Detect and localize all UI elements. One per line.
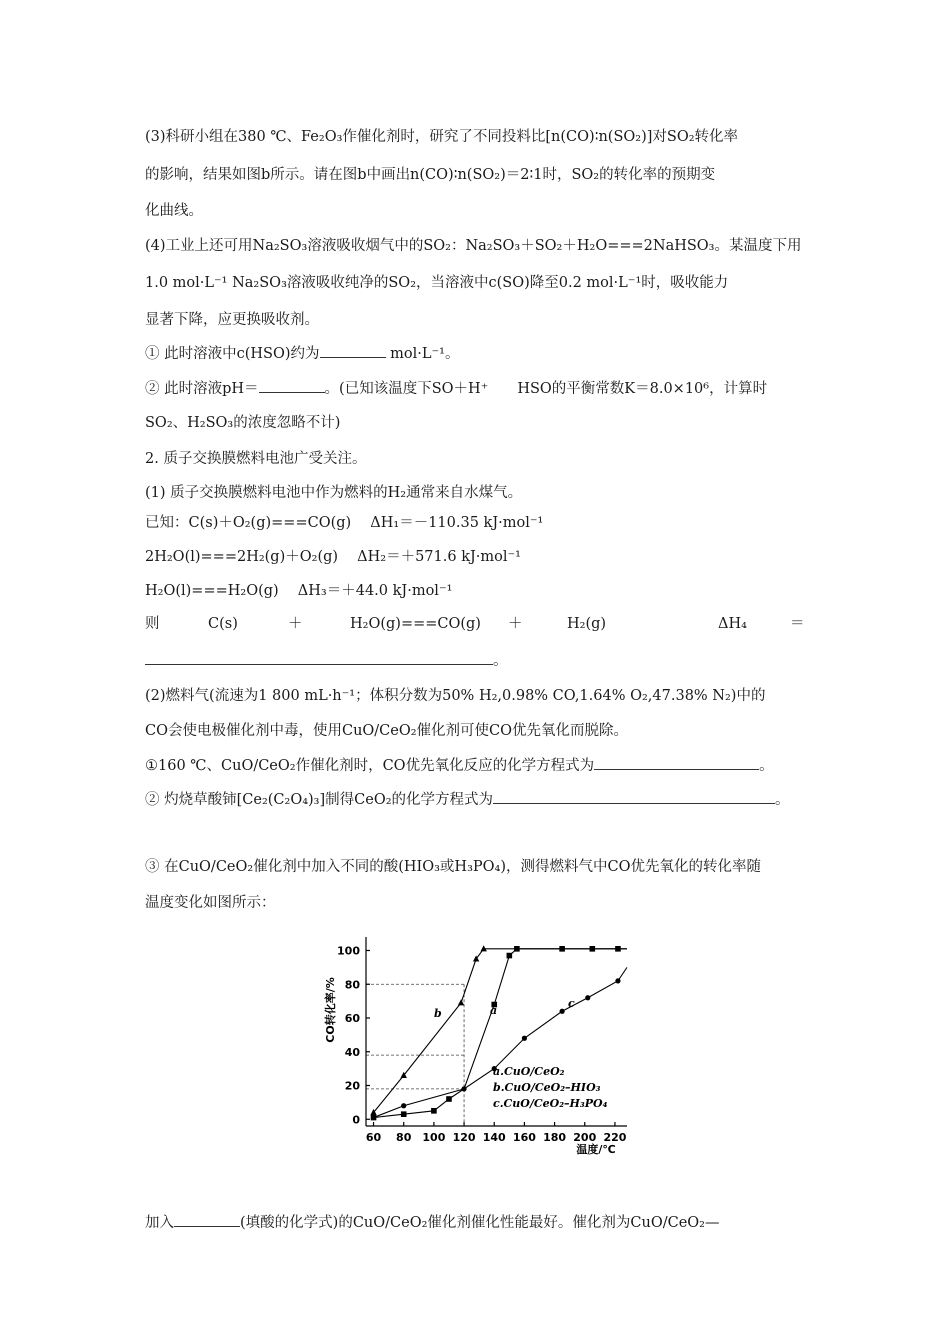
final-question-prefix: 加入 — [145, 1215, 174, 1231]
y-tick-label: 60 — [344, 1012, 360, 1025]
answer-blank-3[interactable] — [145, 650, 493, 665]
series-markers — [370, 945, 620, 1120]
equation-3: H₂O(l)===H₂O(g) ΔH₃＝＋44.0 kJ·mol⁻¹ — [145, 583, 453, 599]
answer-blank-2[interactable] — [259, 378, 325, 393]
question-2-3-line-2: 温度变化如图所示： — [145, 895, 276, 911]
equation-1: 已知：C(s)＋O₂(g)===CO(g) ΔH₁＝－110.35 kJ·mol⁻¹ — [145, 515, 544, 531]
question-2-3-line-1: ③ 在CuO/CeO₂催化剂中加入不同的酸(HIO₃或H₃PO₄)，测得燃料气中CO优先氧化的转化率随 — [145, 859, 761, 875]
marker-c — [615, 978, 620, 983]
answer-blank-4[interactable] — [594, 755, 759, 770]
x-tick-label: 100 — [422, 1131, 446, 1144]
series-line-c — [374, 967, 627, 1117]
legend-a: a.CuO/CeO₂ — [493, 1065, 565, 1078]
question-2-2-end: 。 — [775, 792, 790, 808]
x-tick-label: 180 — [543, 1131, 567, 1144]
question-2-text: ② 此时溶液pH＝ — [145, 381, 259, 397]
x-tick-label: 140 — [482, 1131, 506, 1144]
x-tick-label: 200 — [573, 1131, 597, 1144]
marker-b — [458, 999, 464, 1005]
section-2-part-2-line-2: CO会使电极催化剂中毒，使用CuO/CeO₂催化剂可使CO优先氧化而脱除。 — [145, 723, 629, 739]
curve-label-c: c — [568, 997, 575, 1010]
x-axis-ticks — [366, 1122, 627, 1144]
final-question-line — [145, 1212, 719, 1233]
x-tick-label: 80 — [396, 1131, 412, 1144]
para-3-line-2: 的影响，结果如图b所示。请在图b中画出n(CO)∶n(SO₂)＝2∶1时，SO₂的转化率的预期变 — [145, 167, 716, 183]
question-2-1-line — [145, 755, 774, 776]
question-2-2-line — [145, 789, 790, 810]
marker-a — [507, 953, 513, 959]
para-3-line-3: 化曲线。 — [145, 203, 203, 219]
x-axis-label: 温度/℃ — [576, 1143, 616, 1156]
question-2-line — [145, 378, 767, 399]
conversion-rate-chart — [318, 925, 634, 1160]
question-1-line — [145, 343, 459, 364]
reference-lines — [366, 984, 464, 1126]
question-2-1-end: 。 — [759, 758, 774, 774]
question-1-text: ① 此时溶液中c(HSO)约为 — [145, 346, 320, 362]
marker-c — [461, 1086, 466, 1091]
equation-2: 2H₂O(l)===2H₂(g)＋O₂(g) ΔH₂＝＋571.6 kJ·mol⁻¹ — [145, 549, 521, 565]
para-4-line-1: (4)工业上还可用Na₂SO₃溶液吸收烟气中的SO₂：Na₂SO₃＋SO₂＋H₂O===2NaHSO₃。某温度下用 — [145, 238, 802, 254]
marker-a — [590, 946, 596, 952]
question-2-2-text: ② 灼烧草酸铈[Ce₂(C₂O₄)₃]制得CeO₂的化学方程式为 — [145, 792, 494, 808]
marker-a — [559, 946, 565, 952]
section-2-part-2-line-1: (2)燃料气(流速为1 800 mL·h⁻¹；体积分数为50% H₂,0.98% CO,1.64% O₂,47.38% N₂)中的 — [145, 688, 766, 704]
section-2-part-1: (1) 质子交换膜燃料电池中作为燃料的H₂通常来自水煤气。 — [145, 485, 523, 501]
question-2-1-text: ①160 ℃、CuO/CeO₂作催化剂时，CO优先氧化反应的化学方程式为 — [145, 758, 595, 774]
para-4-line-2: 1.0 mol·L⁻¹ Na₂SO₃溶液吸收纯净的SO₂，当溶液中c(SO)降至0.2 mol·L⁻¹时，吸收能力 — [145, 275, 729, 291]
equation-4-equals: ＝ — [790, 616, 805, 632]
legend-b: b.CuO/CeO₂–HIO₃ — [493, 1081, 601, 1094]
y-axis-label: CO转化率/% — [324, 977, 337, 1043]
marker-c — [560, 1009, 565, 1014]
x-tick-label: 220 — [603, 1131, 627, 1144]
equation-4-plus-2: ＋ — [508, 616, 523, 632]
equation-4-ze: 则 — [145, 616, 160, 632]
x-tick-label: 160 — [512, 1131, 536, 1144]
equation-4-h2: H₂(g) — [567, 616, 607, 632]
final-question-text: (填酸的化学式)的CuO/CeO₂催化剂催化性能最好。催化剂为CuO/CeO₂— — [240, 1215, 720, 1231]
equation-4-plus-1: ＋ — [288, 616, 303, 632]
equation-4-end: 。 — [493, 653, 508, 669]
equation-4-h2o: H₂O(g)===CO(g) — [350, 616, 481, 632]
legend-c: c.CuO/CeO₂–H₃PO₄ — [493, 1097, 608, 1110]
equation-4-dh: ΔH₄ — [718, 616, 747, 632]
question-1-unit: mol·L⁻¹。 — [385, 346, 460, 362]
y-tick-label: 80 — [344, 978, 360, 992]
curve-label-a: a — [490, 1004, 498, 1017]
marker-a — [446, 1096, 452, 1102]
marker-c — [401, 1103, 406, 1108]
question-2-hint-line-2: SO₂、H₂SO₃的浓度忽略不计) — [145, 415, 341, 431]
equation-4-answer-line — [145, 650, 508, 671]
curve-label-b: b — [434, 1007, 442, 1020]
x-tick-label: 120 — [452, 1131, 476, 1144]
answer-blank-6[interactable] — [174, 1212, 240, 1227]
y-tick-label: 20 — [344, 1079, 360, 1093]
y-axis-ticks — [337, 945, 370, 1127]
equation-4-c: C(s) — [208, 616, 238, 632]
para-4-line-3: 显著下降，应更换吸收剂。 — [145, 312, 319, 328]
marker-c — [522, 1036, 527, 1041]
section-2-title: 2. 质子交换膜燃料电池广受关注。 — [145, 451, 367, 467]
question-2-hint: 。(已知该温度下SO＋H⁺ HSO的平衡常数K＝8.0×10⁶，计算时 — [324, 381, 768, 397]
y-tick-label: 0 — [352, 1113, 360, 1127]
para-3-line-1: (3)科研小组在380 ℃、Fe₂O₃作催化剂时，研究了不同投料比[n(CO)∶n(SO₂)]对SO₂转化率 — [145, 129, 739, 145]
y-tick-label: 40 — [344, 1045, 360, 1059]
marker-a — [514, 946, 520, 952]
answer-blank-1[interactable] — [320, 343, 386, 358]
answer-blank-5[interactable] — [493, 789, 775, 804]
x-tick-label: 60 — [365, 1131, 382, 1144]
y-tick-label: 100 — [337, 944, 360, 958]
marker-a — [401, 1111, 407, 1117]
marker-c — [371, 1115, 376, 1120]
marker-a — [615, 946, 621, 952]
marker-a — [431, 1108, 437, 1114]
marker-c — [585, 995, 590, 1000]
